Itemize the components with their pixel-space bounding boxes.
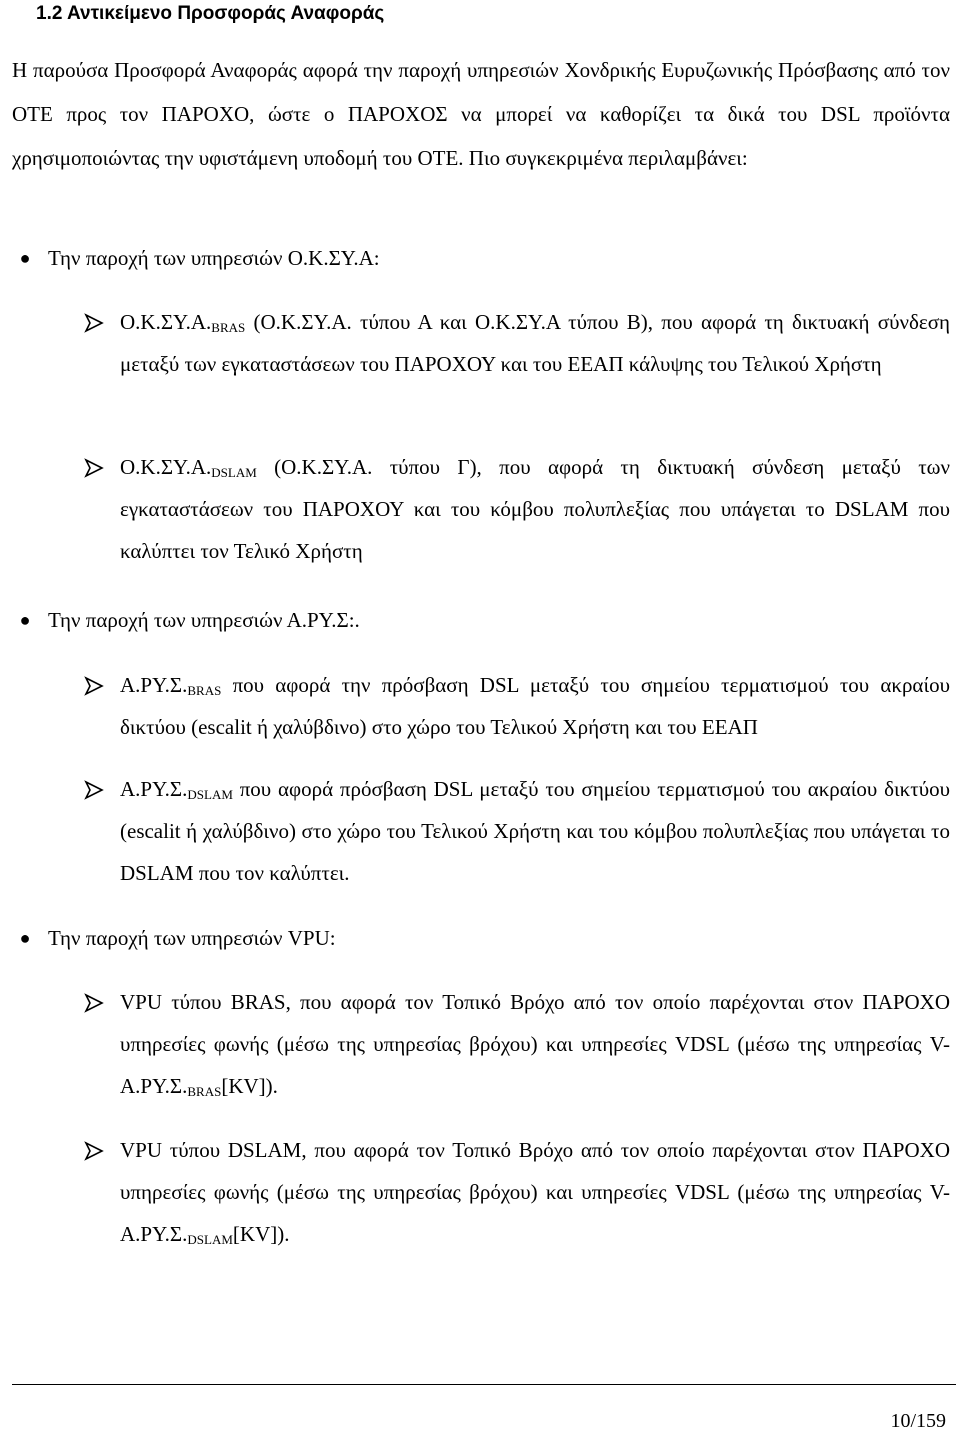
list-item-text: [120, 301, 950, 385]
item-body: VPU τύπου BRAS, που αφορά τον Τοπικό Βρόχο από τον οποίο παρέχονται στον ΠΑΡΟΧΟ υπηρεσίες φωνής (μέσω της υπηρεσίας βρόχου) και υπηρεσίες VDSL (μέσω της υπηρεσίας V-Α.ΡΥ.Σ.: [120, 990, 950, 1098]
arrow-bullet-icon: [84, 1141, 104, 1161]
list-item-okcya-bras: [0, 301, 950, 385]
bullet-okcya: [12, 236, 950, 280]
list-item-vpu-bras: [0, 981, 950, 1107]
item-subscript: DSLAM: [187, 787, 233, 802]
item-lead: Α.ΡΥ.Σ.: [120, 673, 188, 697]
item-body: που αφορά την πρόσβαση DSL μεταξύ του σημείου τερματισμού του ακραίου δικτύου (escalit ή χαλύβδινο) στο χώρο του Τελικού Χρήστη και του ΕΕΑΠ: [120, 673, 950, 739]
arrow-bullet-icon: [84, 458, 104, 478]
list-item-text: [120, 1129, 950, 1255]
list-item-okcya-dslam: [0, 446, 950, 572]
intro-paragraph: Η παρούσα Προσφορά Αναφοράς αφορά την παροχή υπηρεσιών Χονδρικής Ευρυζωνικής Πρόσβασης από τον ΟΤΕ προς τον ΠΑΡΟΧΟ, ώστε ο ΠΑΡΟΧΟΣ να μπορεί να καθορίζει τα δικά του DSL προϊόντα χρησιμοποιώντας την υφιστάμενη υποδομή του ΟΤΕ. Πιο συγκεκριμένα περιλαμβάνει:: [12, 58, 950, 170]
item-lead: Ο.Κ.ΣΥ.Α.: [120, 310, 212, 334]
bullet-dot-icon: ●: [19, 610, 31, 630]
item-tail: [KV]).: [221, 1074, 278, 1098]
bullet-label: Την παροχή των υπηρεσιών Α.ΡΥ.Σ:.: [48, 608, 360, 632]
item-subscript: DSLAM: [211, 465, 257, 480]
item-body: που αφορά πρόσβαση DSL μεταξύ του σημείου τερματισμού του ακραίου δικτύου (escalit ή χαλύβδινο) στο χώρο του Τελικού Χρήστη και του κόμβου πολυπλεξίας που υπάγεται το DSLAM που τον καλύπτει.: [120, 777, 950, 885]
list-item-text: [120, 446, 950, 572]
item-subscript: BRAS: [187, 1084, 222, 1099]
item-lead: Α.ΡΥ.Σ.: [120, 777, 188, 801]
bullet-dot-icon: ●: [19, 248, 31, 268]
list-item-text: [120, 981, 950, 1107]
bullet-label: Την παροχή των υπηρεσιών Ο.Κ.ΣΥ.Α:: [48, 246, 380, 270]
item-body: VPU τύπου DSLAM, που αφορά τον Τοπικό Βρόχο από τον οποίο παρέχονται στον ΠΑΡΟΧΟ υπηρεσίες φωνής (μέσω της υπηρεσίας βρόχου) και υπηρεσίες VDSL (μέσω της υπηρεσίας V-Α.ΡΥ.Σ.: [120, 1138, 950, 1246]
item-subscript: BRAS: [187, 683, 222, 698]
section-heading: 1.2 Αντικείμενο Προσφοράς Αναφοράς: [36, 3, 385, 24]
item-subscript: BRAS: [211, 320, 246, 335]
list-item-arys-dslam: [0, 768, 950, 894]
arrow-bullet-icon: [84, 780, 104, 800]
bullet-arys: [12, 598, 950, 642]
item-body: (Ο.Κ.ΣΥ.Α. τύπου Γ), που αφορά τη δικτυακή σύνδεση μεταξύ των εγκαταστάσεων του ΠΑΡΟΧΟΥ και του κόμβου πολυπλεξίας που υπάγεται το DSLAM που καλύπτει τον Τελικό Χρήστη: [120, 455, 950, 563]
bullet-dot-icon: ●: [19, 928, 31, 948]
item-body: (Ο.Κ.ΣΥ.Α. τύπου Α και Ο.Κ.ΣΥ.Α τύπου Β), που αφορά τη δικτυακή σύνδεση μεταξύ των εγκαταστάσεων του ΠΑΡΟΧΟΥ και του ΕΕΑΠ κάλυψης του Τελικού Χρήστη: [120, 310, 950, 376]
item-lead: Ο.Κ.ΣΥ.Α.: [120, 455, 212, 479]
footer-rule: [12, 1384, 956, 1385]
arrow-bullet-icon: [84, 676, 104, 696]
arrow-bullet-icon: [84, 993, 104, 1013]
list-item-arys-bras: [0, 664, 950, 748]
list-item-vpu-dslam: [0, 1129, 950, 1255]
bullet-label: Την παροχή των υπηρεσιών VPU:: [48, 926, 336, 950]
bullet-vpu: [12, 916, 950, 960]
list-item-text: [120, 768, 950, 894]
arrow-bullet-icon: [84, 313, 104, 333]
item-subscript: DSLAM: [187, 1232, 233, 1247]
page-number: 10/159: [890, 1410, 946, 1432]
item-tail: [KV]).: [232, 1222, 290, 1246]
list-item-text: [120, 664, 950, 748]
